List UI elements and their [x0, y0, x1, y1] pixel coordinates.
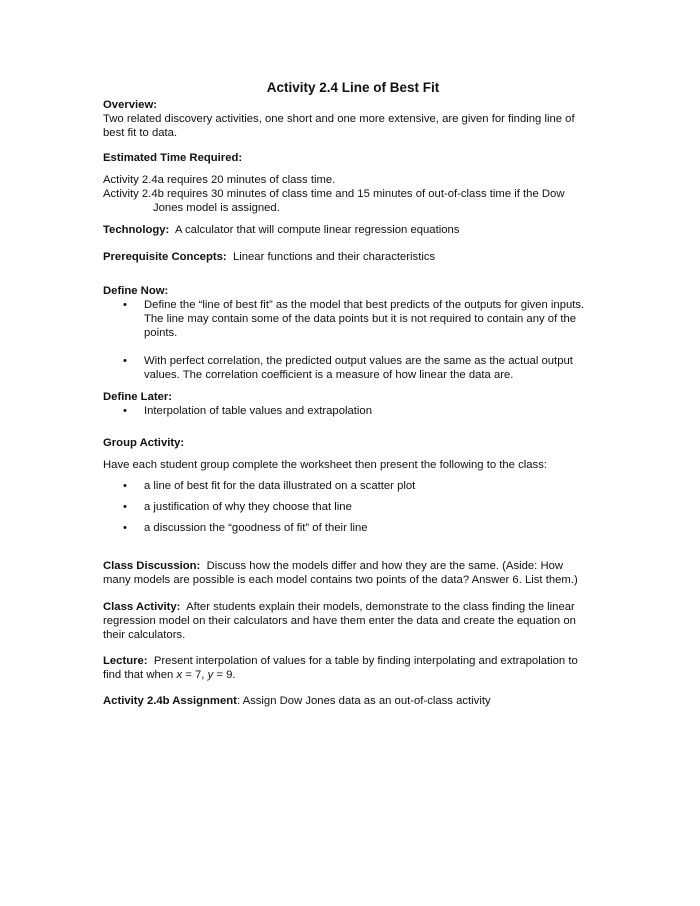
- assignment-section: [103, 694, 593, 708]
- bullet-icon: •: [123, 522, 127, 534]
- variable-x: x: [176, 669, 183, 681]
- lecture-eq-y: = 9.: [213, 669, 236, 681]
- time-line-b: Activity 2.4b requires 30 minutes of class time and 15 minutes of out-of-class time if the Dow Jones model is assigned.: [103, 188, 565, 214]
- prereq-text: Linear functions and their characteristics: [232, 251, 436, 263]
- discussion-heading: Class Discussion:: [103, 560, 201, 572]
- overview-text: Two related discovery activities, one short and one more extensive, are given for finding line of best fit to data.: [103, 113, 575, 139]
- technology-section: [103, 223, 593, 237]
- bullet-icon: •: [123, 480, 127, 492]
- bullet-icon: •: [123, 355, 127, 367]
- define-later-list: [103, 404, 593, 418]
- time-line-a: Activity 2.4a requires 20 minutes of class time.: [103, 174, 336, 186]
- list-item: [103, 479, 593, 493]
- group-heading: Group Activity:: [103, 437, 185, 449]
- technology-heading: Technology:: [103, 224, 170, 236]
- prereq-section: [103, 250, 593, 264]
- list-item: [103, 500, 593, 514]
- class-activity-heading: Class Activity:: [103, 601, 181, 613]
- list-item: [103, 354, 593, 382]
- define-later-section: [103, 390, 593, 418]
- class-activity-section: [103, 600, 593, 642]
- list-item: [103, 298, 593, 340]
- list-item-text: a discussion the “goodness of fit” of their line: [144, 522, 368, 534]
- assignment-heading: Activity 2.4b Assignment: [103, 695, 237, 707]
- bullet-icon: •: [123, 299, 127, 311]
- bullet-icon: •: [123, 501, 127, 513]
- list-item-text: Interpolation of table values and extrapolation: [144, 405, 372, 417]
- define-now-heading: Define Now:: [103, 285, 169, 297]
- class-discussion-section: [103, 559, 593, 587]
- list-item: [103, 404, 593, 418]
- discussion-text: Discuss how the models differ and how they are the same. (Aside: How many models are possible is each model contains two points of the data? Answer 6. List them.): [103, 560, 578, 586]
- prereq-heading: Prerequisite Concepts:: [103, 251, 227, 263]
- time-heading: Estimated Time Required:: [103, 152, 243, 164]
- group-activity-section: [103, 436, 593, 535]
- define-now-list: [103, 298, 593, 382]
- overview-section: [103, 98, 593, 140]
- technology-text: A calculator that will compute linear regression equations: [174, 224, 460, 236]
- variable-y: y: [207, 669, 214, 681]
- document-title: Activity 2.4 Line of Best Fit: [266, 80, 440, 95]
- define-later-heading: Define Later:: [103, 391, 173, 403]
- lecture-section: [103, 654, 593, 682]
- group-list: [103, 479, 593, 535]
- list-item-text: With perfect correlation, the predicted output values are the same as the actual output values. The correlation coefficient is a measure of how linear the data are.: [144, 355, 573, 381]
- group-intro: Have each student group complete the worksheet then present the following to the class:: [103, 459, 547, 471]
- lecture-heading: Lecture:: [103, 655, 148, 667]
- list-item-text: Define the “line of best fit” as the model that best predicts of the outputs for given inputs. The line may contain some of the data points but it is not required to contain any of the points.: [144, 299, 585, 339]
- class-activity-text: After students explain their models, demonstrate to the class finding the linear regression model on their calculators and have them enter the data and create the equation on their calculators.: [103, 601, 576, 641]
- bullet-icon: •: [123, 405, 127, 417]
- list-item: [103, 521, 593, 535]
- time-section: [103, 151, 593, 215]
- define-now-section: [103, 284, 593, 382]
- list-item-text: a justification of why they choose that line: [144, 501, 352, 513]
- list-item-text: a line of best fit for the data illustrated on a scatter plot: [144, 480, 416, 492]
- assignment-text: : Assign Dow Jones data as an out-of-class activity: [236, 695, 491, 707]
- lecture-text: Present interpolation of values for a table by finding interpolating and extrapolation to find that when: [103, 655, 578, 681]
- overview-heading: Overview:: [103, 99, 158, 111]
- lecture-eq-x: = 7,: [182, 669, 208, 681]
